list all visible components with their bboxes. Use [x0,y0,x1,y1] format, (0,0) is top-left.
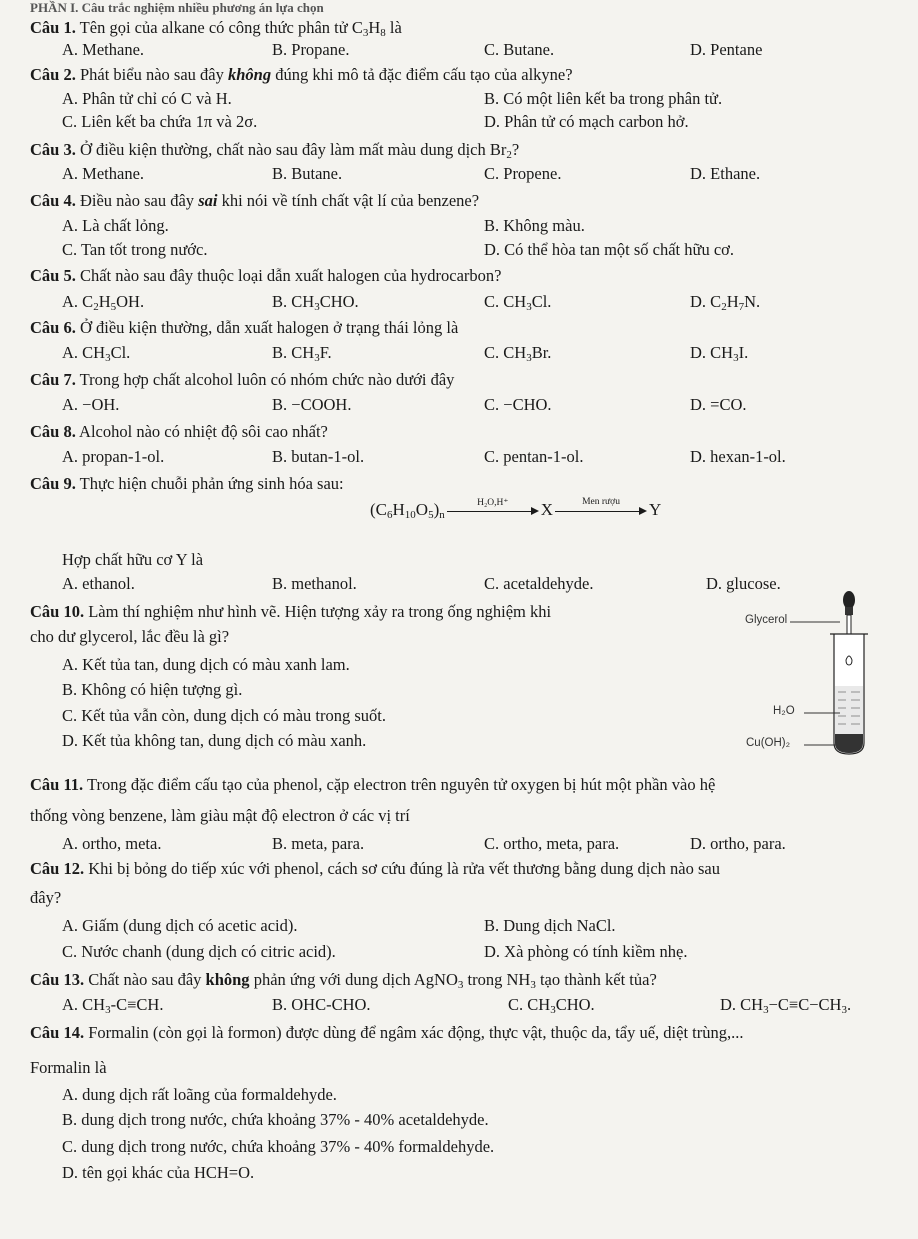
q11-option-d[interactable]: D. ortho, para. [690,834,786,853]
q9-option-b[interactable]: B. methanol. [272,574,357,593]
q2-option-c[interactable]: C. Liên kết ba chứa 1π và 2σ. [62,112,258,131]
reaction-arrow-1 [447,498,539,519]
option-letter: B. [484,89,500,108]
question-label: Câu 8. [30,422,76,441]
intermediate: X [540,500,554,519]
subscript: 7 [738,301,745,313]
option-text: B. CH [272,343,315,362]
option-letter: D. [690,834,707,853]
option-letter: C. [62,706,78,725]
option-letter: A. [62,216,79,235]
emphasis-text: không [227,65,272,84]
option-text: −C≡C−CH [768,995,842,1014]
emphasis-text: sai [198,191,218,210]
option-letter: D. [720,995,737,1014]
q4-option-d[interactable]: D. Có thể hòa tan một số chất hữu cơ. [484,240,735,259]
q12-option-b[interactable]: B. Dung dịch NaCl. [484,916,616,935]
option-letter: B. [272,164,288,183]
option-letter: A. [62,343,79,362]
question-11-stem [30,775,715,795]
emphasis-text: không [205,970,250,989]
option-letter: B. [62,1110,78,1129]
option-letter: A. [62,916,79,935]
subscript: 2 [506,149,512,161]
question-14-stem [30,1023,744,1043]
subscript: 3 [530,979,536,991]
q4-option-c[interactable]: C. Tan tốt trong nước. [62,240,208,259]
reaction-scheme [370,497,662,521]
option-letter: B. [484,916,500,935]
subscript: 3 [526,352,532,364]
subscript: 10 [404,509,416,521]
q9-option-a[interactable]: A. ethanol. [62,574,135,593]
q5-option-c[interactable] [484,292,551,312]
q7-option-d[interactable]: D. =CO. [690,395,747,414]
question-5-stem [30,266,502,286]
option-letter: D. [690,40,707,59]
question-14-stem-cont: Formalin là [30,1058,107,1077]
option-letter: D. [690,164,707,183]
arrow-label: Men rượu [582,497,620,508]
q4-option-b[interactable]: B. Không màu. [484,216,585,235]
option-text: Br. [531,343,552,362]
subscript: 3 [457,979,464,991]
option-letter: B. [272,395,288,414]
option-text: N. [744,292,761,311]
q1-option-c[interactable]: C. Butane. [484,40,555,59]
stem-text: Điều nào sau đây [75,191,199,210]
option-letter: D. [484,942,501,961]
option-letter: B. [272,574,288,593]
option-text: D. CH [720,995,764,1014]
stem-text: Ở điều kiện thường, dẫn xuất halogen ở trạng thái lỏng là [75,318,459,337]
product: Y [649,500,662,519]
question-12-stem [30,859,720,879]
q12-option-c[interactable]: C. Nước chanh (dung dịch có citric acid). [62,942,336,961]
q6-option-c[interactable] [484,343,551,363]
subscript: 3 [105,1004,111,1016]
q3-option-d[interactable]: D. Ethane. [690,164,761,183]
reaction-arrow-2 [555,497,647,519]
subscript: 3 [763,1004,769,1016]
option-letter: B. [272,995,288,1014]
q1-option-b[interactable]: B. Propane. [272,40,350,59]
q11-option-a[interactable]: A. ortho, meta. [62,834,162,853]
reactant: (C [370,500,387,519]
option-letter: A. [62,655,79,674]
q7-option-c[interactable]: C. −CHO. [484,395,552,414]
q9-option-c[interactable]: C. acetaldehyde. [484,574,594,593]
option-letter: A. [62,834,79,853]
question-label: Câu 13. [30,970,85,989]
option-text: CHO. [319,292,359,311]
option-letter: C. [508,995,524,1014]
dropper-neck [845,607,853,615]
label-copper-hydroxide: Cu(OH)₂ [746,737,791,749]
option-letter: A. [62,164,79,183]
question-label: Câu 6. [30,318,76,337]
option-letter: B. [62,680,78,699]
stem-text: Làm thí nghiệm như hình vẽ. Hiện tượng xảy ra trong ống nghiệm khi [84,602,552,621]
q14-option-c[interactable]: C. dung dịch trong nước, chứa khoảng 37% - 40% formaldehyde. [62,1137,495,1156]
question-label: Câu 12. [30,859,85,878]
question-13-stem [30,970,657,990]
option-letter: A. [62,574,79,593]
question-8-stem [30,422,328,442]
option-letter: A. [62,995,79,1014]
option-letter: C. [62,240,78,259]
option-letter: D. [690,447,707,466]
q11-option-b[interactable]: B. meta, para. [272,834,365,853]
q13-option-a[interactable] [62,995,163,1015]
option-letter: A. [62,1085,79,1104]
stem-text: Ở điều kiện thường, chất nào sau đây làm mất màu dung dịch Br [75,140,507,159]
q6-option-d[interactable] [690,343,748,363]
option-letter: C. [62,942,78,961]
subscript: 3 [526,301,532,313]
option-letter: B. [272,447,288,466]
question-label: Câu 1. [30,18,76,37]
option-letter: D. [484,240,501,259]
q8-option-d[interactable]: D. hexan-1-ol. [690,447,786,466]
subscript: 3 [550,1004,556,1016]
stem-text: Alcohol nào có nhiệt độ sôi cao nhất? [75,422,328,441]
q5-option-b[interactable] [272,292,359,312]
q7-option-a[interactable]: A. −OH. [62,395,120,414]
label-water: H₂O [773,705,795,717]
q12-option-a[interactable]: A. Giấm (dung dịch có acetic acid). [62,916,298,935]
option-letter: A. [62,395,79,414]
option-letter: C. [62,1137,78,1156]
q3-option-c[interactable]: C. Propene. [484,164,562,183]
option-text: CHO. [555,995,595,1014]
q11-option-c[interactable]: C. ortho, meta, para. [484,834,620,853]
question-label: Câu 4. [30,191,76,210]
option-letter: A. [62,89,79,108]
q10-option-b[interactable]: B. Không có hiện tượng gì. [62,680,243,699]
option-text: A. C [62,292,94,311]
option-letter: A. [62,292,79,311]
option-text: I. [738,343,749,362]
option-letter: C. [484,40,500,59]
subscript: 5 [428,509,434,521]
option-letter: C. [484,292,500,311]
stem-text: Formalin (còn gọi là formon) được dùng để ngâm xác động, thực vật, thuộc da, tẩy uế, diệt trùng,... [84,1023,744,1042]
question-9-substem: Hợp chất hữu cơ Y là [62,550,204,569]
q9-option-d[interactable]: D. glucose. [706,574,781,593]
option-text: A. CH [62,995,106,1014]
q14-option-a[interactable]: A. dung dịch rất loãng của formaldehyde. [62,1085,337,1104]
q12-option-d[interactable]: D. Xà phòng có tính kiềm nhẹ. [484,942,688,961]
question-9-stem [30,474,344,494]
question-label: Câu 10. [30,602,85,621]
stem-text: phản ứng với dung dịch AgNO [249,970,458,989]
subscript: 5 [110,301,117,313]
subscript: 3 [314,301,320,313]
question-label: Câu 9. [30,474,76,493]
q8-option-a[interactable]: A. propan-1-ol. [62,447,165,466]
label-glycerol: Glycerol [745,614,788,626]
option-text: -C≡CH. [110,995,164,1014]
option-text: OH. [116,292,145,311]
stem-text: Phát biểu nào sau đây [75,65,228,84]
q8-option-b[interactable]: B. butan-1-ol. [272,447,365,466]
stem-text: Khi bị bỏng do tiếp xúc với phenol, cách sơ cứu đúng là rửa vết thương bằng dung dịch nào sau [84,859,720,878]
section-header: PHẦN I. Câu trắc nghiệm nhiều phương án lựa chọn [30,0,324,15]
subscript: 3 [362,27,369,39]
option-text: . [846,995,852,1014]
reactant: H [392,500,405,519]
stem-text: Trong đặc điểm cấu tạo của phenol, cặp electron trên nguyên tử oxygen bị hút một phần vào hệ [83,775,716,794]
question-12-stem-cont: đây? [30,888,62,907]
q2-option-b[interactable]: B. Có một liên kết ba trong phân tử. [484,89,723,108]
dropper-bulb [843,591,855,609]
subscript: 3 [105,352,111,364]
q13-option-b[interactable]: B. OHC-CHO. [272,995,371,1014]
question-label: Câu 7. [30,370,76,389]
option-text: C. CH [508,995,551,1014]
option-letter: D. [62,731,79,750]
option-letter: C. [484,343,500,362]
option-letter: B. [272,834,288,853]
option-text: C. CH [484,292,527,311]
option-letter: C. [484,447,500,466]
option-letter: C. [62,112,78,131]
option-letter: B. [272,40,288,59]
option-text: A. CH [62,343,106,362]
q14-option-b[interactable]: B. dung dịch trong nước, chứa khoảng 37% - 40% acetaldehyde. [62,1110,489,1129]
stem-text: H [368,18,381,37]
question-4-stem [30,191,479,211]
option-letter: B. [272,292,288,311]
option-letter: D. [706,574,723,593]
option-text: F. [319,343,332,362]
q10-option-c[interactable]: C. Kết tủa vẫn còn, dung dịch có màu trong suốt. [62,706,386,725]
q5-option-a[interactable] [62,292,144,312]
option-letter: D. [690,292,707,311]
question-7-stem [30,370,454,390]
option-letter: C. [484,574,500,593]
question-10-stem [30,602,551,622]
question-10-stem-cont: cho dư glycerol, lắc đều là gì? [30,627,230,646]
subscript: 6 [387,509,393,521]
stem-text: đúng khi mô tả đặc điểm cấu tạo của alkyne? [271,65,573,84]
q6-option-b[interactable] [272,343,332,363]
q10-option-d[interactable]: D. Kết tủa không tan, dung dịch có màu xanh. [62,731,367,750]
q6-option-a[interactable] [62,343,130,363]
option-letter: B. [272,343,288,362]
stem-text: Chất nào sau đây thuộc loại dẫn xuất halogen của hydrocarbon? [75,266,502,285]
q4-option-a[interactable]: A. Là chất lỏng. [62,216,169,235]
q2-option-d[interactable]: D. Phân tử có mạch carbon hở. [484,112,689,131]
option-letter: A. [62,447,79,466]
figure-pointer-lines [790,620,842,750]
stem-text: Thực hiện chuỗi phản ứng sinh hóa sau: [75,474,344,493]
option-letter: D. [690,395,707,414]
option-text: H [726,292,739,311]
q1-option-a[interactable]: A. Methane. [62,40,145,59]
q13-option-d[interactable] [720,995,851,1015]
subscript: 3 [314,352,320,364]
q7-option-b[interactable]: B. −COOH. [272,395,352,414]
stem-text: khi nói về tính chất vật lí của benzene? [217,191,480,210]
stem-text: là [385,18,402,37]
question-label: Câu 5. [30,266,76,285]
subscript: 2 [93,301,99,313]
option-letter: C. [484,395,500,414]
reactant: O [415,500,429,519]
stem-text: Trong hợp chất alcohol luôn có nhóm chức nào dưới đây [75,370,455,389]
option-letter: D. [690,343,707,362]
option-text: B. CH [272,292,315,311]
q13-option-c[interactable] [508,995,595,1015]
question-2-stem [30,65,573,85]
arrow-label: H₂O,H⁺ [477,498,509,509]
option-letter: D. [484,112,501,131]
q3-option-a[interactable]: A. Methane. [62,164,145,183]
subscript: 2 [721,301,727,313]
stem-text: Tên gọi của alkane có công thức phân tử C [75,18,363,37]
option-text: C. CH [484,343,527,362]
q14-option-d[interactable]: D. tên gọi khác của HCH=O. [62,1163,255,1182]
question-label: Câu 2. [30,65,76,84]
stem-text: Chất nào sau đây [84,970,206,989]
q3-option-b[interactable]: B. Butane. [272,164,343,183]
option-letter: C. [484,164,500,183]
question-1-stem [30,18,402,38]
option-text: D. CH [690,343,734,362]
subscript: 3 [841,1004,847,1016]
option-letter: D. [62,1163,79,1182]
question-11-stem-cont: thống vòng benzene, làm giàu mật độ electron ở các vị trí [30,806,410,825]
q1-option-d[interactable]: D. Pentane [690,40,763,59]
option-text: D. C [690,292,722,311]
q10-option-a[interactable]: A. Kết tủa tan, dung dịch có màu xanh lam. [62,655,350,674]
option-text: Cl. [531,292,552,311]
question-6-stem [30,318,458,338]
subscript: 8 [380,27,386,39]
subscript: n [439,509,445,521]
option-letter: C. [484,834,500,853]
droplet [846,656,852,665]
reactant: ) [433,500,440,519]
subscript: 3 [733,352,739,364]
option-letter: B. [484,216,500,235]
option-letter: A. [62,40,79,59]
stem-text: trong NH [463,970,531,989]
question-label: Câu 11. [30,775,84,794]
q2-option-a[interactable]: A. Phân tử chỉ có C và H. [62,89,232,108]
option-text: H [98,292,111,311]
question-label: Câu 14. [30,1023,85,1042]
question-3-stem [30,140,519,160]
q8-option-c[interactable]: C. pentan-1-ol. [484,447,584,466]
q5-option-d[interactable] [690,292,760,312]
stem-text: ? [511,140,520,159]
option-text: Cl. [110,343,131,362]
stem-text: tạo thành kết tủa? [535,970,657,989]
question-label: Câu 3. [30,140,76,159]
